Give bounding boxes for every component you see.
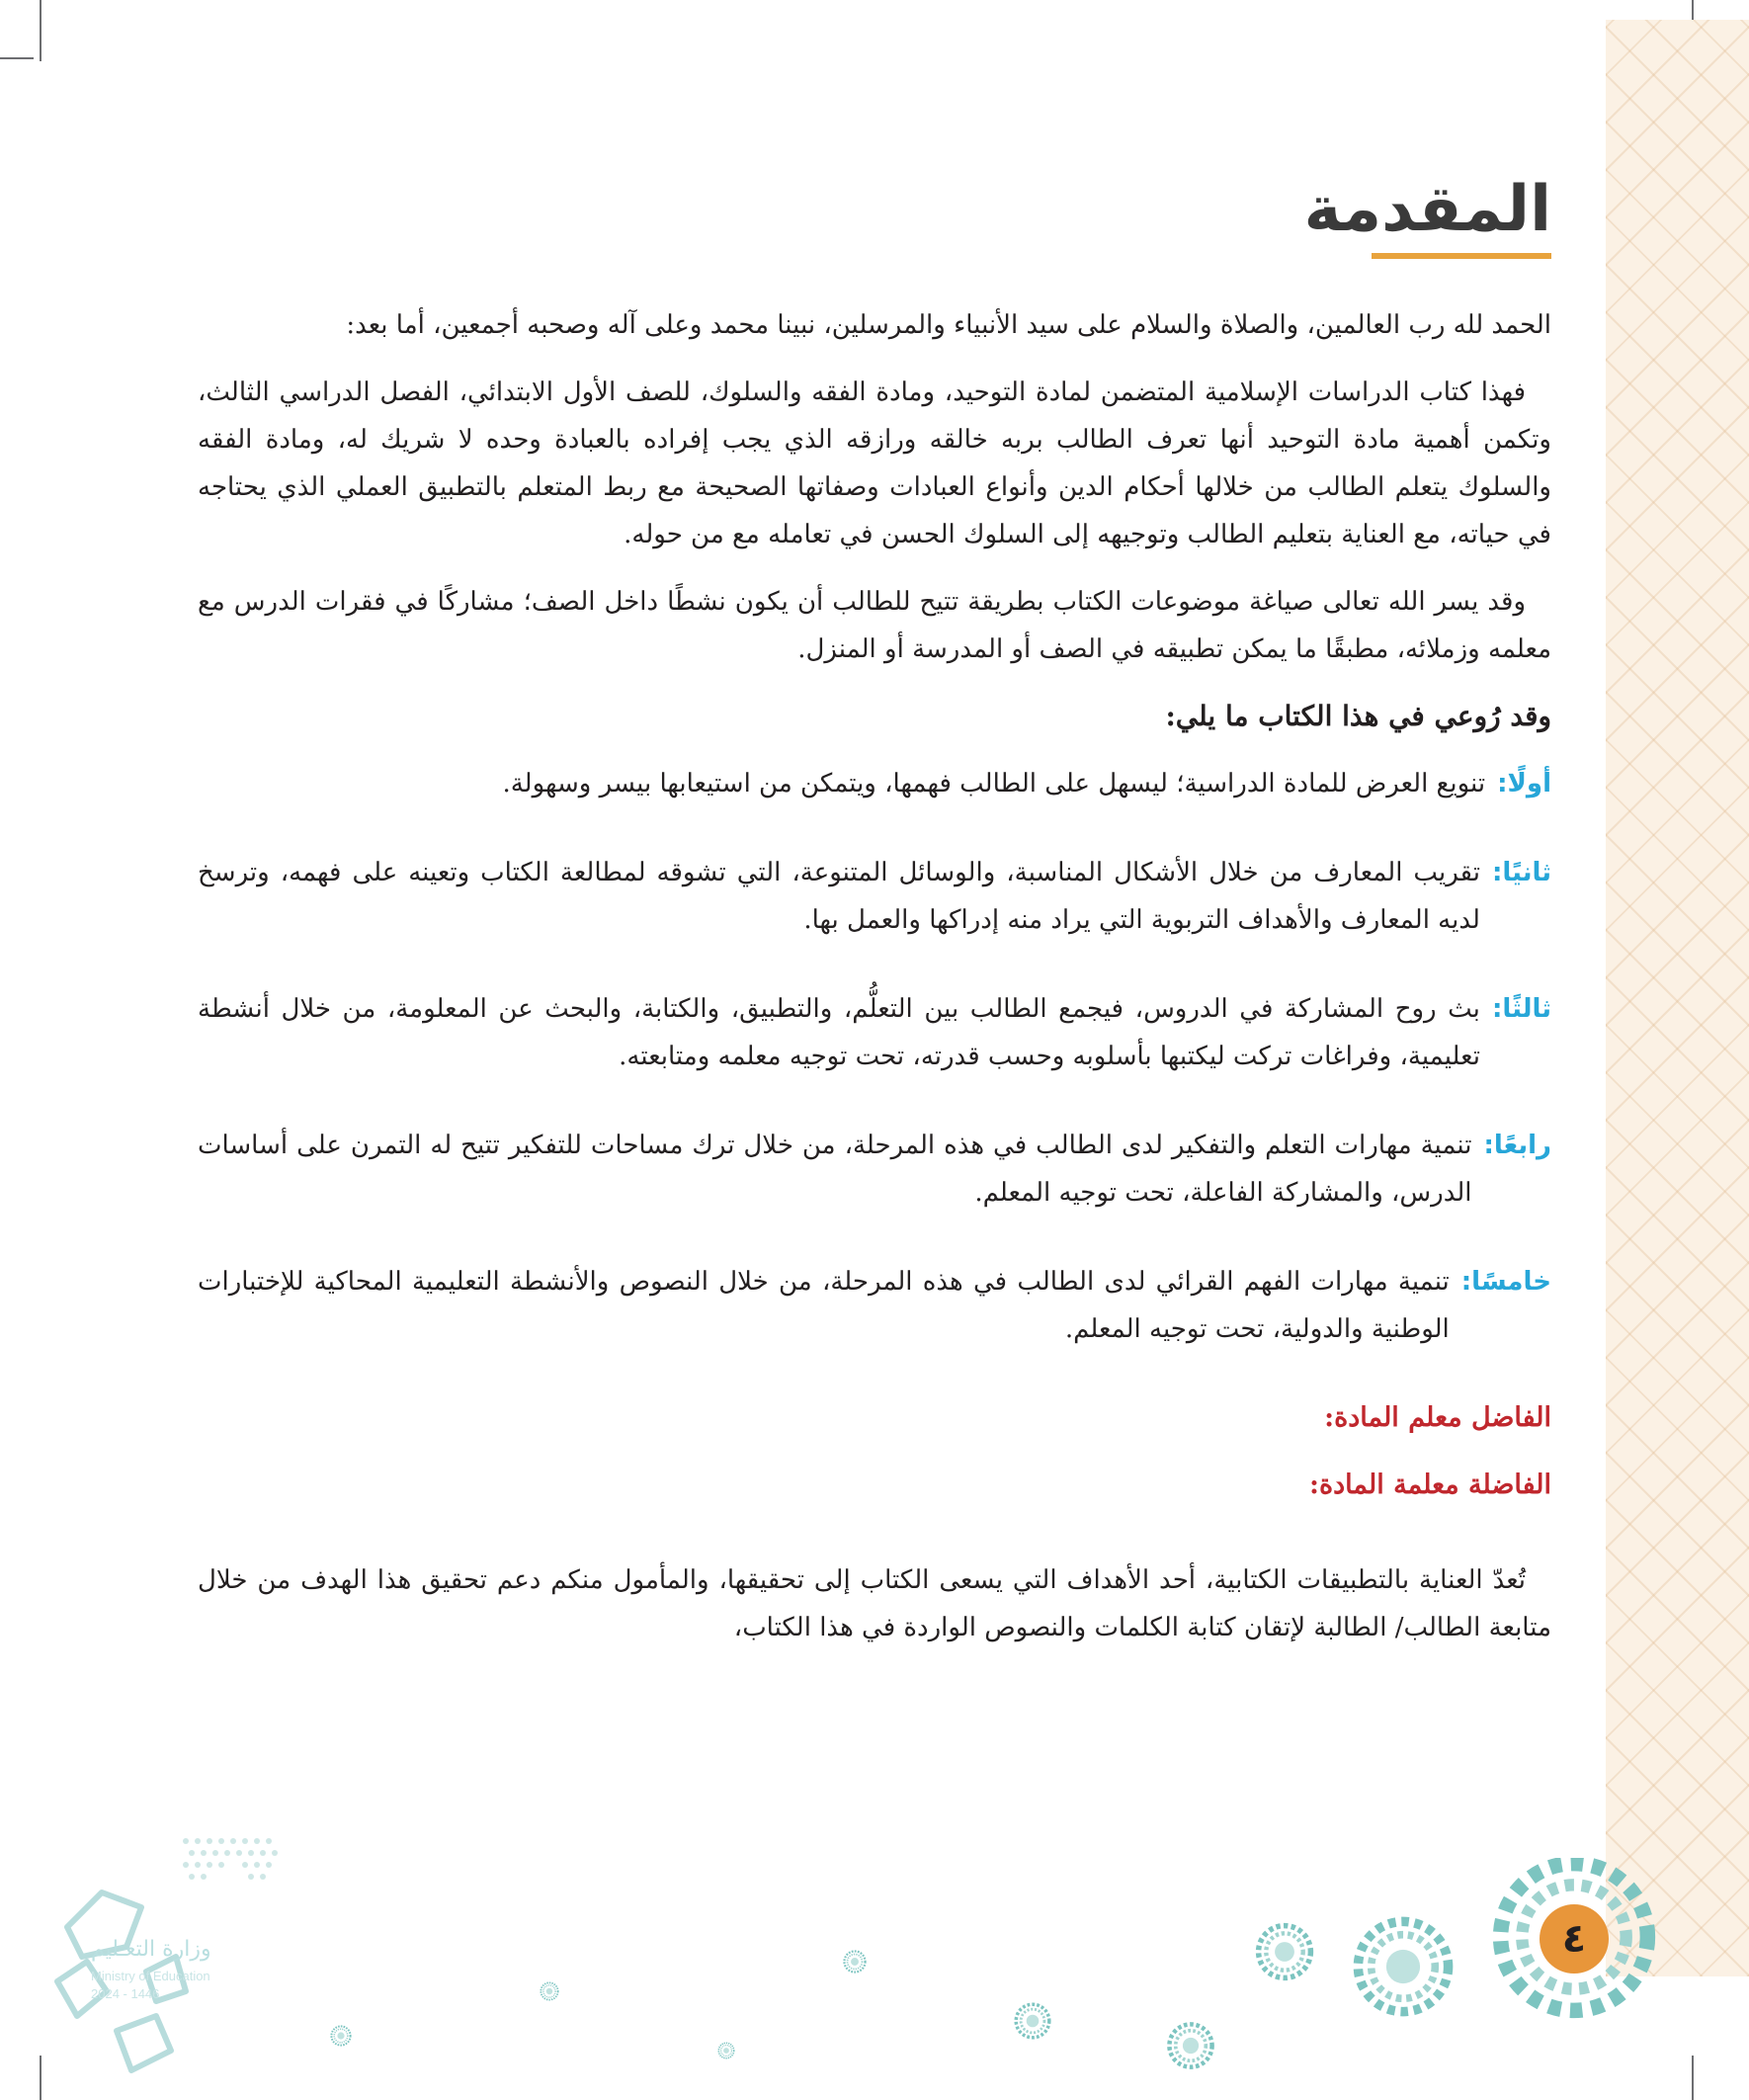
main-text — [198, 301, 1551, 1671]
crop-mark — [40, 0, 42, 61]
list-item — [198, 1122, 1551, 1236]
paragraph-2: وقد يسر الله تعالى صياغة موضوعات الكتاب بطريقة تتيح للطالب أن يكون نشطًا داخل الصف؛ مشاركًا في فقرات الدرس مع معلمه وزملائه، مطبقًا ما يمكن تطبيقه في الصف أو المدرسة أو المنزل. — [198, 587, 1551, 664]
crop-mark — [0, 57, 34, 59]
signature-teacher-male: الفاضل معلم المادة: — [1324, 1402, 1551, 1433]
point-label: رابعًا: — [1483, 1131, 1551, 1160]
point-text: تقريب المعارف من خلال الأشكال المناسبة، والوسائل المتنوعة، التي تشوقه لمطالعة الكتاب وتعينه على فهمه، وترسخ لديه المعارف والأهداف التربوية التي يراد منه إدراكها والعمل بها. — [198, 858, 1480, 935]
page-title: المقدمة — [1303, 173, 1551, 246]
point-label: ثانيًا: — [1491, 858, 1551, 887]
edition-year: 2024 - 1446 — [91, 1986, 160, 2001]
signature-teacher-female: الفاضلة معلمة المادة: — [1309, 1470, 1551, 1500]
point-label: أولًا: — [1497, 769, 1551, 798]
title-underline — [1372, 253, 1551, 259]
ministry-name-ar: وزارة التعـليم — [91, 1937, 211, 1962]
point-text: تنمية مهارات الفهم القرائي لدى الطالب في هذه المرحلة، من خلال النصوص والأنشطة التعليمية المحاكية للإختبارات الوطنية والدولية، تحت توجيه المعلم. — [198, 1267, 1450, 1344]
list-item — [198, 760, 1551, 827]
point-label: خامسًا: — [1460, 1267, 1551, 1297]
point-text: تنمية مهارات التعلم والتفكير لدى الطالب في هذه المرحلة، من خلال ترك مساحات للتفكير تتيح له التمرن على أساسات الدرس، والمشاركة الفاعلة، تحت توجيه المعلم. — [198, 1131, 1472, 1208]
ministry-name-en: Ministry of Education — [91, 1969, 210, 1983]
page-number-badge: ٤ — [1540, 1904, 1609, 1974]
decorative-flowers-icon — [0, 1858, 1749, 2100]
closing-paragraph: تُعدّ العناية بالتطبيقات الكتابية، أحد الأهداف التي يسعى الكتاب إلى تحقيقها، والمأمول منكم دعم تحقيق هذا الهدف من خلال متابعة الطالب/ الطالبة لإتقان كتابة الكلمات والنصوص الواردة في هذا الكتاب، — [198, 1565, 1551, 1642]
list-item — [198, 849, 1551, 964]
point-label: ثالثًا: — [1491, 994, 1551, 1024]
points-intro: وقد رُوعي في هذا الكتاب ما يلي: — [1165, 700, 1551, 732]
point-text: تنويع العرض للمادة الدراسية؛ ليسهل على الطالب فهمها، ويتمكن من استيعابها بيسر وسهولة. — [502, 769, 1486, 798]
point-text: بث روح المشاركة في الدروس، فيجمع الطالب بين التعلُّم، والتطبيق، والكتابة، والبحث عن المعلومة، من خلال أنشطة تعليمية، وفراغات تركت ليكتبها بأسلوبه وحسب قدرته، تحت توجيه معلمه ومتابعته. — [198, 994, 1480, 1071]
list-item — [198, 1258, 1551, 1373]
opening-line: الحمد لله رب العالمين، والصلاة والسلام على سيد الأنبياء والمرسلين، نبينا محمد وعلى آله وصحبه أجمعين، أما بعد: — [346, 310, 1551, 340]
decorative-side-band — [1606, 20, 1749, 1976]
paragraph-1: فهذا كتاب الدراسات الإسلامية المتضمن لمادة التوحيد، ومادة الفقه والسلوك، للصف الأول الابتدائي، الفصل الدراسي الثالث، وتكمن أهمية مادة التوحيد أنها تعرف الطالب بربه خالقه ورازقه الذي يجب إفراده بالعبادة وحده لا شريك له، ومادة الفقه والسلوك يتعلم الطالب من خلالها أحكام الدين وأنواع العبادات وصفاتها الصحيحة مع ربط المتعلم بالتطبيق العملي الذي يحتاجه في حياته، مع العناية بتعليم الطالب وتوجيهه إلى السلوك الحسن في تعامله مع من حوله. — [198, 378, 1551, 549]
list-item — [198, 985, 1551, 1100]
